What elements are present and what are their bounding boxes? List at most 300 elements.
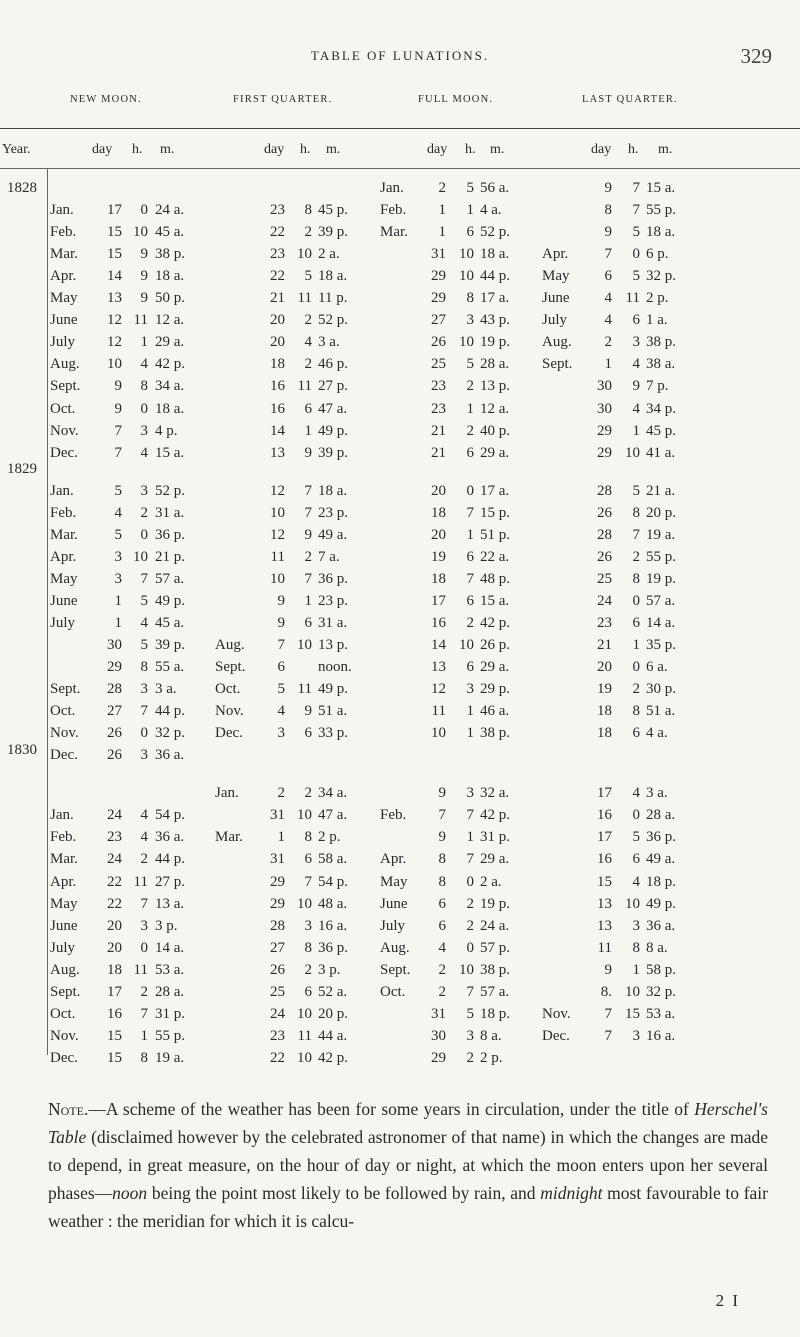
full-moon-hour: 10 bbox=[459, 334, 474, 351]
first-quarter-day: 25 bbox=[270, 983, 285, 1000]
full-moon-hour: 0 bbox=[466, 873, 474, 890]
last-quarter-minute: 4 a. bbox=[646, 725, 668, 742]
new-moon-hour: 3 bbox=[140, 747, 148, 764]
full-moon-hour: 5 bbox=[466, 180, 474, 196]
table-row bbox=[0, 896, 800, 918]
table-row bbox=[0, 527, 800, 549]
new-moon-hour: 5 bbox=[140, 592, 148, 609]
new-moon-hour: 2 bbox=[140, 504, 148, 521]
last-quarter-day: 7 bbox=[604, 1027, 612, 1044]
first-quarter-month: Nov. bbox=[215, 703, 244, 720]
last-quarter-day: 4 bbox=[604, 312, 612, 329]
first-quarter-minute: noon. bbox=[318, 659, 352, 676]
full-moon-hour: 1 bbox=[466, 202, 474, 219]
first-quarter-minute: 58 a. bbox=[318, 851, 348, 868]
table-row bbox=[0, 224, 800, 246]
table-row bbox=[0, 681, 800, 703]
new-moon-day: 28 bbox=[107, 681, 122, 698]
full-moon-minute: 2 p. bbox=[480, 1049, 503, 1066]
new-moon-day: 18 bbox=[107, 961, 122, 978]
full-moon-day: 16 bbox=[431, 614, 446, 631]
full-moon-minute: 13 p. bbox=[480, 378, 510, 395]
first-quarter-hour: 6 bbox=[304, 983, 312, 1000]
full-moon-hour: 1 bbox=[466, 829, 474, 846]
full-moon-day: 2 bbox=[438, 983, 446, 1000]
new-moon-day: 17 bbox=[107, 983, 122, 1000]
first-quarter-hour: 10 bbox=[297, 246, 312, 263]
new-moon-day: 17 bbox=[107, 202, 122, 219]
last-quarter-minute: 16 a. bbox=[646, 1027, 676, 1044]
last-quarter-month: Apr. bbox=[542, 246, 569, 263]
day-heading: day bbox=[591, 142, 612, 157]
new-moon-day: 20 bbox=[107, 917, 122, 934]
full-moon-day: 9 bbox=[438, 785, 446, 802]
full-moon-day: 23 bbox=[431, 378, 446, 395]
full-moon-day: 8 bbox=[438, 873, 446, 890]
signature-mark: 2 I bbox=[715, 1291, 740, 1310]
hours-heading: h. bbox=[465, 142, 476, 157]
last-quarter-hour: 7 bbox=[632, 202, 640, 219]
new-moon-month: Sept. bbox=[50, 681, 81, 698]
first-quarter-day: 7 bbox=[277, 637, 285, 653]
table-row bbox=[0, 659, 800, 681]
first-quarter-day: 12 bbox=[270, 482, 285, 499]
new-moon-month: July bbox=[50, 614, 76, 631]
first-quarter-minute: 52 p. bbox=[318, 312, 348, 329]
first-quarter-hour: 1 bbox=[304, 592, 312, 609]
last-quarter-day: 23 bbox=[597, 614, 612, 631]
first-quarter-day: 23 bbox=[270, 202, 285, 219]
last-quarter-hour: 2 bbox=[632, 681, 640, 698]
new-moon-minute: 54 p. bbox=[155, 807, 185, 824]
new-moon-day: 16 bbox=[107, 1005, 122, 1022]
first-quarter-minute: 20 p. bbox=[318, 1005, 348, 1022]
first-quarter-day: 10 bbox=[270, 570, 285, 587]
full-moon-hour: 10 bbox=[459, 637, 474, 653]
new-moon-hour: 8 bbox=[140, 1049, 148, 1066]
new-moon-month: July bbox=[50, 939, 76, 956]
new-moon-minute: 55 p. bbox=[155, 1027, 185, 1044]
full-moon-minute: 22 a. bbox=[480, 548, 510, 565]
table-row bbox=[0, 1028, 800, 1050]
first-quarter-minute: 2 p. bbox=[318, 829, 341, 846]
first-quarter-minute: 46 p. bbox=[318, 356, 348, 373]
last-quarter-day: 29 bbox=[597, 422, 612, 439]
new-moon-month: Sept. bbox=[50, 983, 81, 1000]
full-moon-day: 31 bbox=[431, 246, 446, 263]
first-quarter-day: 14 bbox=[270, 422, 285, 439]
last-quarter-minute: 41 a. bbox=[646, 444, 676, 461]
last-quarter-minute: 28 a. bbox=[646, 807, 676, 824]
new-moon-hour: 2 bbox=[140, 983, 148, 1000]
full-moon-day: 21 bbox=[431, 444, 446, 461]
full-moon-day: 18 bbox=[431, 504, 446, 521]
year-label: 1830 bbox=[7, 742, 37, 758]
first-quarter-hour: 10 bbox=[297, 1049, 312, 1066]
new-moon-minute: 44 p. bbox=[155, 703, 185, 720]
first-quarter-minute: 18 a. bbox=[318, 268, 348, 285]
new-moon-minute: 4 p. bbox=[155, 422, 178, 439]
note-paragraph bbox=[48, 1095, 768, 1235]
last-quarter-day: 7 bbox=[604, 1005, 612, 1022]
new-moon-minute: 57 a. bbox=[155, 570, 185, 587]
first-quarter-month: Sept. bbox=[215, 659, 246, 676]
first-quarter-day: 18 bbox=[270, 356, 285, 373]
table-row bbox=[0, 549, 800, 571]
note-emphasis: midnight bbox=[540, 1183, 603, 1203]
full-moon-hour: 7 bbox=[466, 851, 474, 868]
full-moon-hour: 5 bbox=[466, 1005, 474, 1022]
full-moon-day: 14 bbox=[431, 637, 446, 653]
new-moon-hour: 8 bbox=[140, 659, 148, 676]
table-row bbox=[0, 423, 800, 445]
last-quarter-hour: 0 bbox=[632, 592, 640, 609]
first-quarter-hour: 6 bbox=[304, 851, 312, 868]
last-quarter-month: Sept. bbox=[542, 356, 573, 373]
full-moon-day: 6 bbox=[438, 917, 446, 934]
new-moon-day: 1 bbox=[114, 592, 122, 609]
full-moon-minute: 38 p. bbox=[480, 961, 510, 978]
full-moon-hour: 1 bbox=[466, 400, 474, 417]
full-moon-day: 31 bbox=[431, 1005, 446, 1022]
new-moon-month: Feb. bbox=[50, 504, 77, 521]
last-quarter-day: 8 bbox=[604, 202, 612, 219]
full-moon-hour: 1 bbox=[466, 526, 474, 543]
first-quarter-minute: 23 p. bbox=[318, 504, 348, 521]
last-quarter-month: Nov. bbox=[542, 1005, 571, 1022]
table-row bbox=[0, 747, 800, 769]
full-moon-hour: 3 bbox=[466, 312, 474, 329]
first-quarter-day: 21 bbox=[270, 290, 285, 307]
last-quarter-hour: 5 bbox=[632, 268, 640, 285]
last-quarter-day: 6 bbox=[604, 268, 612, 285]
first-quarter-minute: 13 p. bbox=[318, 637, 348, 653]
full-moon-minute: 29 a. bbox=[480, 659, 510, 676]
last-quarter-day: 17 bbox=[597, 785, 612, 802]
minutes-heading: m. bbox=[658, 142, 673, 157]
full-moon-hour: 3 bbox=[466, 681, 474, 698]
new-moon-hour: 0 bbox=[140, 400, 148, 417]
full-moon-minute: 17 a. bbox=[480, 290, 510, 307]
new-moon-day: 3 bbox=[114, 548, 122, 565]
first-quarter-minute: 48 a. bbox=[318, 895, 348, 912]
first-quarter-hour: 2 bbox=[304, 548, 312, 565]
new-moon-month: Jan. bbox=[50, 807, 74, 824]
full-moon-hour: 2 bbox=[466, 917, 474, 934]
table-row bbox=[0, 1006, 800, 1028]
new-moon-day: 13 bbox=[107, 290, 122, 307]
full-moon-minute: 48 p. bbox=[480, 570, 510, 587]
table-row bbox=[0, 378, 800, 400]
last-quarter-hour: 2 bbox=[632, 548, 640, 565]
first-quarter-minute: 36 p. bbox=[318, 570, 348, 587]
full-moon-hour: 2 bbox=[466, 895, 474, 912]
last-quarter-day: 9 bbox=[604, 180, 612, 196]
full-moon-hour: 2 bbox=[466, 614, 474, 631]
first-quarter-day: 29 bbox=[270, 895, 285, 912]
table-row bbox=[0, 290, 800, 312]
new-moon-month: May bbox=[50, 895, 78, 912]
full-moon-minute: 40 p. bbox=[480, 422, 510, 439]
last-quarter-hour: 6 bbox=[632, 312, 640, 329]
last-quarter-day: 18 bbox=[597, 725, 612, 742]
full-moon-minute: 2 a. bbox=[480, 873, 502, 890]
first-quarter-minute: 7 a. bbox=[318, 548, 340, 565]
full-moon-day: 27 bbox=[431, 312, 446, 329]
full-moon-hour: 7 bbox=[466, 983, 474, 1000]
new-moon-day: 12 bbox=[107, 312, 122, 329]
full-moon-minute: 24 a. bbox=[480, 917, 510, 934]
full-moon-month: Mar. bbox=[380, 224, 408, 241]
new-moon-minute: 50 p. bbox=[155, 290, 185, 307]
new-moon-day: 22 bbox=[107, 895, 122, 912]
first-quarter-hour: 7 bbox=[304, 570, 312, 587]
last-quarter-minute: 32 p. bbox=[646, 983, 676, 1000]
first-quarter-day: 23 bbox=[270, 1027, 285, 1044]
new-moon-day: 10 bbox=[107, 356, 122, 373]
first-quarter-day: 23 bbox=[270, 246, 285, 263]
full-moon-minute: 29 a. bbox=[480, 851, 510, 868]
last-quarter-heading: LAST QUARTER. bbox=[582, 94, 678, 105]
last-quarter-minute: 8 a. bbox=[646, 939, 668, 956]
full-moon-minute: 51 p. bbox=[480, 526, 510, 543]
first-quarter-hour: 9 bbox=[304, 703, 312, 720]
last-quarter-minute: 18 a. bbox=[646, 224, 676, 241]
heading-rule bbox=[0, 168, 800, 169]
new-moon-hour: 2 bbox=[140, 851, 148, 868]
full-moon-day: 9 bbox=[438, 829, 446, 846]
new-moon-hour: 1 bbox=[140, 334, 148, 351]
full-moon-day: 11 bbox=[431, 703, 446, 720]
table-row bbox=[0, 202, 800, 224]
full-moon-day: 20 bbox=[431, 526, 446, 543]
last-quarter-day: 13 bbox=[597, 895, 612, 912]
first-quarter-minute: 27 p. bbox=[318, 378, 348, 395]
new-moon-month: Dec. bbox=[50, 444, 78, 461]
new-moon-hour: 4 bbox=[140, 807, 148, 824]
first-quarter-hour: 2 bbox=[304, 961, 312, 978]
new-moon-heading: NEW MOON. bbox=[70, 94, 142, 105]
new-moon-minute: 36 p. bbox=[155, 526, 185, 543]
last-quarter-minute: 55 p. bbox=[646, 548, 676, 565]
last-quarter-month: Dec. bbox=[542, 1027, 570, 1044]
table-row bbox=[0, 593, 800, 615]
minutes-heading: m. bbox=[160, 142, 175, 157]
full-moon-day: 7 bbox=[438, 807, 446, 824]
last-quarter-day: 15 bbox=[597, 873, 612, 890]
minutes-heading: m. bbox=[326, 142, 341, 157]
first-quarter-day: 2 bbox=[277, 785, 285, 802]
table-row bbox=[0, 703, 800, 725]
hours-heading: h. bbox=[628, 142, 639, 157]
last-quarter-day: 30 bbox=[597, 378, 612, 395]
table-row bbox=[0, 918, 800, 940]
note-lead: Note. bbox=[48, 1099, 89, 1119]
year-heading: Year. bbox=[2, 142, 31, 157]
last-quarter-day: 2 bbox=[604, 334, 612, 351]
table-row bbox=[0, 637, 800, 659]
new-moon-minute: 18 a. bbox=[155, 400, 185, 417]
new-moon-month: Oct. bbox=[50, 400, 76, 417]
last-quarter-hour: 6 bbox=[632, 725, 640, 742]
last-quarter-hour: 4 bbox=[632, 356, 640, 373]
new-moon-day: 26 bbox=[107, 747, 122, 764]
last-quarter-day: 9 bbox=[604, 224, 612, 241]
full-moon-minute: 42 p. bbox=[480, 614, 510, 631]
full-moon-hour: 3 bbox=[466, 1027, 474, 1044]
full-moon-hour: 6 bbox=[466, 224, 474, 241]
new-moon-month: June bbox=[50, 592, 78, 609]
full-moon-day: 25 bbox=[431, 356, 446, 373]
full-moon-hour: 6 bbox=[466, 592, 474, 609]
new-moon-hour: 7 bbox=[140, 895, 148, 912]
first-quarter-day: 29 bbox=[270, 873, 285, 890]
last-quarter-hour: 7 bbox=[632, 526, 640, 543]
first-quarter-minute: 49 p. bbox=[318, 681, 348, 698]
last-quarter-day: 24 bbox=[597, 592, 612, 609]
new-moon-month: Dec. bbox=[50, 747, 78, 764]
full-moon-hour: 7 bbox=[466, 807, 474, 824]
first-quarter-minute: 39 p. bbox=[318, 224, 348, 241]
first-quarter-day: 16 bbox=[270, 378, 285, 395]
full-moon-day: 29 bbox=[431, 1049, 446, 1066]
first-quarter-hour: 9 bbox=[304, 526, 312, 543]
new-moon-day: 24 bbox=[107, 851, 122, 868]
first-quarter-month: Mar. bbox=[215, 829, 243, 846]
full-moon-month: Aug. bbox=[380, 939, 410, 956]
last-quarter-day: 13 bbox=[597, 917, 612, 934]
new-moon-hour: 3 bbox=[140, 482, 148, 499]
new-moon-month: June bbox=[50, 917, 78, 934]
last-quarter-hour: 8 bbox=[632, 939, 640, 956]
last-quarter-minute: 57 a. bbox=[646, 592, 676, 609]
new-moon-minute: 45 a. bbox=[155, 224, 185, 241]
last-quarter-hour: 1 bbox=[632, 637, 640, 653]
new-moon-day: 5 bbox=[114, 526, 122, 543]
last-quarter-day: 9 bbox=[604, 961, 612, 978]
table-row bbox=[0, 615, 800, 637]
full-moon-minute: 56 a. bbox=[480, 180, 510, 196]
first-quarter-day: 3 bbox=[277, 725, 285, 742]
new-moon-month: Oct. bbox=[50, 703, 76, 720]
new-moon-month: Nov. bbox=[50, 422, 79, 439]
new-moon-minute: 38 p. bbox=[155, 246, 185, 263]
first-quarter-minute: 36 p. bbox=[318, 939, 348, 956]
new-moon-month: Aug. bbox=[50, 961, 80, 978]
new-moon-month: Apr. bbox=[50, 873, 77, 890]
last-quarter-day: 26 bbox=[597, 504, 612, 521]
first-quarter-day: 13 bbox=[270, 444, 285, 461]
last-quarter-minute: 49 a. bbox=[646, 851, 676, 868]
new-moon-month: Nov. bbox=[50, 725, 79, 742]
new-moon-minute: 39 p. bbox=[155, 637, 185, 653]
hours-heading: h. bbox=[132, 142, 143, 157]
first-quarter-day: 6 bbox=[277, 659, 285, 676]
first-quarter-day: 9 bbox=[277, 614, 285, 631]
full-moon-month: June bbox=[380, 895, 408, 912]
last-quarter-day: 21 bbox=[597, 637, 612, 653]
full-moon-minute: 29 a. bbox=[480, 444, 510, 461]
running-head: TABLE OF LUNATIONS. bbox=[310, 48, 490, 63]
first-quarter-hour: 3 bbox=[304, 917, 312, 934]
first-quarter-hour: 1 bbox=[304, 422, 312, 439]
last-quarter-minute: 36 a. bbox=[646, 917, 676, 934]
table-row bbox=[0, 334, 800, 356]
new-moon-day: 27 bbox=[107, 703, 122, 720]
new-moon-minute: 45 a. bbox=[155, 614, 185, 631]
full-moon-hour: 7 bbox=[466, 504, 474, 521]
last-quarter-day: 28 bbox=[597, 482, 612, 499]
last-quarter-hour: 1 bbox=[632, 961, 640, 978]
full-moon-minute: 57 p. bbox=[480, 939, 510, 956]
day-heading: day bbox=[264, 142, 285, 157]
full-moon-day: 21 bbox=[431, 422, 446, 439]
new-moon-minute: 34 a. bbox=[155, 378, 185, 395]
first-quarter-hour: 2 bbox=[304, 224, 312, 241]
table-row bbox=[0, 312, 800, 334]
full-moon-hour: 7 bbox=[466, 570, 474, 587]
first-quarter-hour: 11 bbox=[297, 1027, 312, 1044]
last-quarter-day: 19 bbox=[597, 681, 612, 698]
last-quarter-hour: 3 bbox=[632, 1027, 640, 1044]
full-moon-hour: 2 bbox=[466, 1049, 474, 1066]
table-row bbox=[0, 246, 800, 268]
new-moon-day: 3 bbox=[114, 570, 122, 587]
day-heading: day bbox=[92, 142, 113, 157]
last-quarter-minute: 18 p. bbox=[646, 873, 676, 890]
last-quarter-hour: 10 bbox=[625, 895, 640, 912]
new-moon-minute: 55 a. bbox=[155, 659, 185, 676]
new-moon-month: Oct. bbox=[50, 1005, 76, 1022]
new-moon-minute: 29 a. bbox=[155, 334, 185, 351]
new-moon-month: Aug. bbox=[50, 356, 80, 373]
new-moon-hour: 4 bbox=[140, 614, 148, 631]
table-row bbox=[0, 725, 800, 747]
last-quarter-hour: 6 bbox=[632, 851, 640, 868]
full-moon-hour: 6 bbox=[466, 444, 474, 461]
last-quarter-hour: 9 bbox=[632, 378, 640, 395]
first-quarter-hour: 11 bbox=[297, 378, 312, 395]
first-quarter-day: 26 bbox=[270, 961, 285, 978]
first-quarter-minute: 33 p. bbox=[318, 725, 348, 742]
new-moon-month: Jan. bbox=[50, 202, 74, 219]
full-moon-month: Feb. bbox=[380, 807, 407, 824]
note-text: —A scheme of the weather has been for some years in circulation, under the title of bbox=[88, 1099, 695, 1119]
first-quarter-minute: 2 a. bbox=[318, 246, 340, 263]
full-moon-day: 8 bbox=[438, 851, 446, 868]
full-moon-month: July bbox=[380, 917, 406, 934]
last-quarter-hour: 0 bbox=[632, 659, 640, 676]
full-moon-minute: 29 p. bbox=[480, 681, 510, 698]
full-moon-month: Apr. bbox=[380, 851, 407, 868]
last-quarter-minute: 30 p. bbox=[646, 681, 676, 698]
new-moon-day: 12 bbox=[107, 334, 122, 351]
last-quarter-day: 16 bbox=[597, 807, 612, 824]
top-rule bbox=[0, 128, 800, 129]
first-quarter-hour: 7 bbox=[304, 482, 312, 499]
table-row bbox=[0, 180, 800, 202]
new-moon-hour: 7 bbox=[140, 703, 148, 720]
new-moon-day: 29 bbox=[107, 659, 122, 676]
new-moon-day: 15 bbox=[107, 1027, 122, 1044]
last-quarter-minute: 32 p. bbox=[646, 268, 676, 285]
new-moon-month: Feb. bbox=[50, 224, 77, 241]
table-row bbox=[0, 356, 800, 378]
full-moon-day: 10 bbox=[431, 725, 446, 742]
table-row bbox=[0, 483, 800, 505]
last-quarter-month: June bbox=[542, 290, 570, 307]
last-quarter-hour: 0 bbox=[632, 807, 640, 824]
